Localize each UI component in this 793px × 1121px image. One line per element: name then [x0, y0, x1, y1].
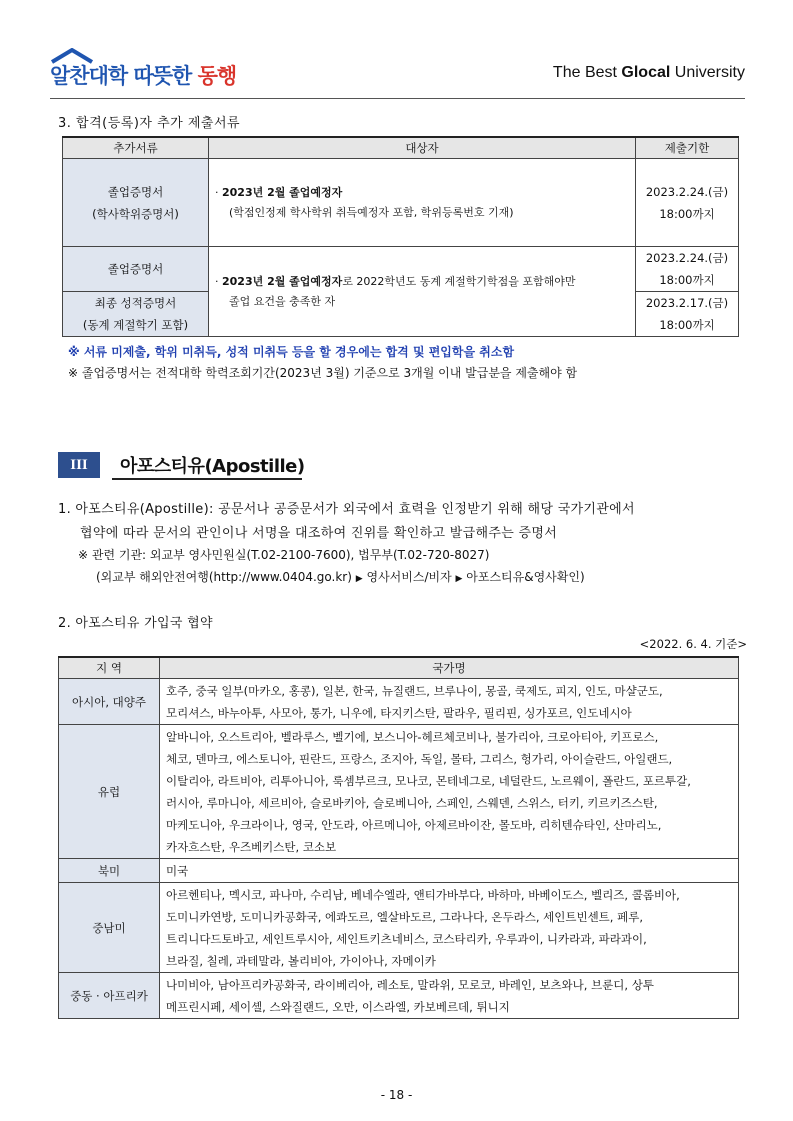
logo-text [50, 60, 236, 90]
countries-cell [160, 973, 739, 1019]
arrow-icon: ▶ [355, 574, 363, 584]
table-row [63, 159, 739, 247]
region-cell: 중남미 [59, 883, 160, 973]
region-cell: 유럽 [59, 725, 160, 859]
country-line: 미국 [166, 863, 189, 878]
member-countries-title: 2. 아포스티유 가입국 협약 [58, 616, 213, 631]
doc-name-sub: (학사학위증명서) [92, 206, 179, 221]
col-header-countries: 국가명 [160, 657, 739, 679]
country-line: 호주, 중국 일부(마카오, 홍콩), 일본, 한국, 뉴질랜드, 브루나이, 몽골, 쿡제도, 피지, 인도, 마샬군도, [166, 683, 663, 698]
logo-red: 동행 [197, 64, 237, 88]
deadline-time: 18:00까지 [659, 206, 715, 221]
deadline-time: 18:00까지 [659, 273, 715, 287]
reference-date: <2022. 6. 4. 기준> [639, 637, 747, 651]
country-line: 체코, 덴마크, 에스토니아, 핀란드, 프랑스, 조지아, 독일, 몰타, 그리스, 헝가리, 아이슬란드, 아일랜드, [166, 751, 673, 766]
table-row [59, 973, 739, 1019]
col-header-target: 대상자 [209, 137, 636, 159]
tagline [553, 64, 745, 82]
target-cell [209, 159, 636, 247]
deadline-date: 2023.2.17.(금) [645, 296, 729, 310]
tagline-bold: Glocal [621, 64, 671, 81]
deadline-cell [636, 159, 739, 247]
section-title-underline [112, 478, 302, 480]
table-row [63, 247, 739, 292]
bullet: · [215, 274, 219, 288]
deadline-date: 2023.2.24.(금) [645, 184, 729, 199]
university-logo [50, 48, 310, 90]
table-row [59, 679, 739, 725]
doc-name-sub: (동계 계절학기 포함) [82, 318, 189, 332]
doc-name: 졸업증명서 [107, 184, 164, 199]
country-line: 메프린시페, 세이셸, 스와질랜드, 오만, 이스라엘, 카보베르데, 튀니지 [166, 999, 510, 1014]
deadline-cell [636, 292, 739, 337]
apostille-def-line1: 1. 아포스티유(Apostille): 공문서나 공증문서가 외국에서 효력을 인정받기 위해 해당 국가기관에서 [58, 502, 635, 517]
country-line: 알바니아, 오스트리아, 벨라루스, 벨기에, 보스니아-헤르체코비나, 불가리아, 크로아티아, 키프로스, [166, 729, 659, 744]
tagline-pre: The Best [552, 64, 622, 81]
col-header-doc: 추가서류 [63, 137, 209, 159]
country-line: 카자흐스탄, 우즈베키스탄, 코소보 [166, 839, 337, 854]
region-cell: 북미 [59, 859, 160, 883]
table-row [59, 859, 739, 883]
section3-title: 3. 합격(등록)자 추가 제출서류 [58, 116, 241, 131]
apostille-def-line2: 협약에 따라 문서의 관인이나 서명을 대조하여 진위를 확인하고 발급해주는 증명서 [80, 526, 558, 541]
target-line2: 졸업 요건을 충족한 자 [229, 294, 336, 308]
doc-name: 졸업증명서 [63, 247, 209, 292]
countries-cell [160, 725, 739, 859]
col-header-deadline: 제출기한 [636, 137, 739, 159]
path-mid: 영사서비스/비자 [366, 570, 452, 584]
deadline-cell [636, 247, 739, 292]
target-bold: 2023년 2월 졸업예정자 [222, 185, 343, 199]
countries-cell [160, 859, 739, 883]
country-line: 모리셔스, 바누아투, 사모아, 통가, 니우에, 타지키스탄, 팔라우, 필리핀, 싱가포르, 인도네시아 [166, 705, 632, 720]
table-row [59, 883, 739, 973]
deadline-date: 2023.2.24.(금) [645, 251, 729, 265]
country-line: 마케도니아, 우크라이나, 영국, 안도라, 아르메니아, 아제르바이잔, 몰도바, 리히텐슈타인, 산마리노, [166, 817, 662, 832]
arrow-icon: ▶ [455, 574, 463, 584]
path-pre: (외교부 해외안전여행(http://www.0404.go.kr) [96, 570, 352, 584]
doc-cell [63, 292, 209, 337]
countries-table [58, 656, 739, 1019]
target-bold: 2023년 2월 졸업예정자 [222, 274, 343, 288]
deadline-time: 18:00까지 [659, 318, 715, 332]
service-path [96, 568, 585, 585]
doc-name: 최종 성적증명서 [94, 296, 177, 310]
path-end: 아포스티유&영사확인) [466, 570, 585, 584]
country-line: 나미비아, 남아프리카공화국, 라이베리아, 레소토, 말라위, 모로코, 바레인, 보츠와나, 브룬디, 상투 [166, 977, 654, 992]
country-line: 브라질, 칠레, 과테말라, 볼리비아, 가이아나, 자메이카 [166, 953, 436, 968]
bullet: · [215, 185, 219, 199]
country-line: 트리니다드토바고, 세인트루시아, 세인트키츠네비스, 코스타리카, 우루과이, 니카라과, 파라과이, [166, 931, 647, 946]
country-line: 이탈리아, 라트비아, 리투아니아, 룩셈부르크, 모나코, 몬테네그로, 네덜란드, 노르웨이, 폴란드, 포르투갈, [166, 773, 691, 788]
warning-cancel: ※ 서류 미제출, 학위 미취득, 성적 미취득 등을 할 경우에는 합격 및 편입학을 취소함 [68, 345, 515, 359]
country-line: 아르헨티나, 멕시코, 파나마, 수리남, 베네수엘라, 앤티가바부다, 바하마, 바베이도스, 벨리즈, 콜롬비아, [166, 887, 680, 902]
section-title: 아포스티유(Apostille) [120, 456, 305, 477]
country-line: 도미니카연방, 도미니카공화국, 에콰도르, 엘살바도르, 그라나다, 온두라스, 세인트빈센트, 페루, [166, 909, 643, 924]
header-divider [50, 98, 745, 99]
logo-mid: 대학 따뜻한 [88, 64, 198, 88]
table-row [59, 725, 739, 859]
col-header-region: 지 역 [59, 657, 160, 679]
target-sub: (학점인정제 학사학위 취득예정자 포함, 학위등록번호 기재) [229, 205, 514, 219]
warning-certificate: ※ 졸업증명서는 전적대학 학력조회기간(2023년 3월) 기준으로 3개월 이내 발급분을 제출해야 함 [68, 366, 578, 380]
countries-cell [160, 679, 739, 725]
tagline-post: University [670, 64, 745, 81]
logo-blue: 알찬 [50, 64, 89, 88]
page-number: - 18 - [380, 1088, 413, 1102]
countries-cell [160, 883, 739, 973]
documents-table [62, 136, 739, 337]
country-line: 러시아, 루마니아, 세르비아, 슬로바키아, 슬로베니아, 스페인, 스웨덴, 스위스, 터키, 키르키즈스탄, [166, 795, 658, 810]
section-number-badge: III [58, 452, 100, 478]
region-cell: 중동 · 아프리카 [59, 973, 160, 1019]
target-rest: 로 2022학년도 동계 계절학기학점을 포함해야만 [342, 274, 576, 288]
doc-cell [63, 159, 209, 247]
target-cell [209, 247, 636, 337]
related-agencies: ※ 관련 기관: 외교부 영사민원실(T.02-2100-7600), 법무부(T.02-720-8027) [78, 548, 490, 562]
region-cell: 아시아, 대양주 [59, 679, 160, 725]
